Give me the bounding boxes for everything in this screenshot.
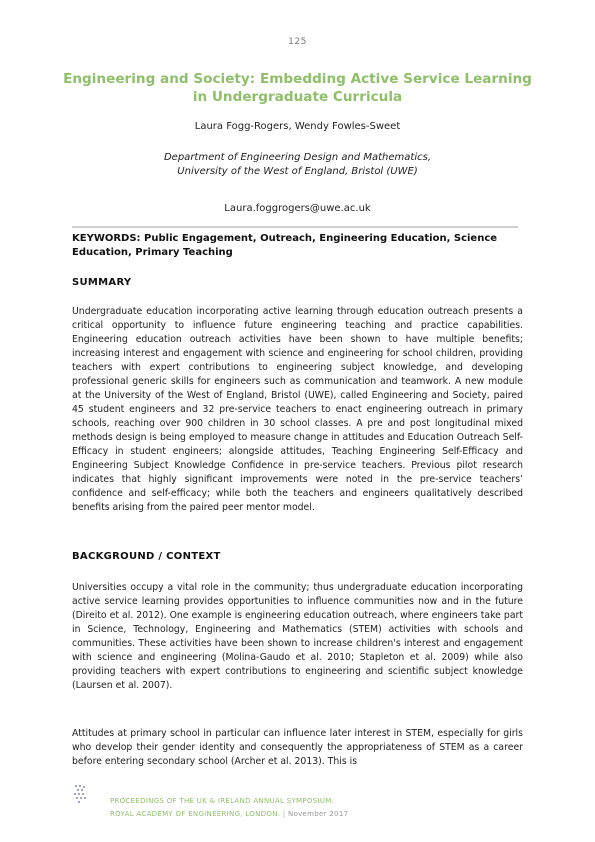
footer-line-2: [110, 808, 348, 821]
paper-title: Engineering and Society: Embedding Active Service Learning in Undergraduate Curricula: [63, 71, 532, 105]
background-heading: BACKGROUND / CONTEXT: [72, 551, 221, 562]
page-footer: [110, 795, 348, 821]
summary-heading: SUMMARY: [72, 277, 132, 288]
footer-separator: |: [282, 810, 286, 818]
footer-line-1: PROCEEDINGS OF THE UK & IRELAND ANNUAL SYMPOSIUM:: [110, 797, 335, 805]
author-affiliation: [0, 151, 595, 179]
background-paragraph-2: Attitudes at primary school in particular can influence later interest in STEM, especially for girls who develop their gender identity and consequently the appropriateness of STEM as a career before entering secondary school (Archer et al. 2013). This is: [72, 728, 523, 767]
author-email: Laura.foggrogers@uwe.ac.uk: [224, 203, 371, 214]
keywords: KEYWORDS: Public Engagement, Outreach, Engineering Education, Science Education, Primary Teaching: [72, 233, 498, 258]
affiliation-line-1: Department of Engineering Design and Mathematics,: [163, 152, 431, 163]
footer-venue: ROYAL ACADEMY OF ENGINEERING, LONDON.: [110, 810, 281, 818]
summary-paragraph: Undergraduate education incorporating active learning through education outreach presents a critical opportunity to influence future engineering teaching and practice capabilities. Engineering education outreach activities have been shown to have multiple benefits; increasing interest and engagement with science and engineering for school children, providing teachers with expert contributions to engineering subject knowledge, and developing professional generic skills for engineers such as communication and teamwork. A new module at the University of the West of England, Bristol (UWE), called Engineering and Society, paired 45 student engineers and 32 pre-service teachers to enact engineering outreach in primary schools, reaching over 900 children in 30 school classes. A pre and post longitudinal mixed methods design is being employed to measure change in attitudes and Education Outreach Self-Efficacy in student engineers; alongside attitudes, Teaching Engineering Self-Efficacy and Engineering Subject Knowledge Confidence in pre-service teachers. Previous pilot research indicates that highly significant improvements were noted in the pre-service teachers’ confidence and self-efficacy; while both the teachers and engineers qualitatively described benefits arising from the paired peer mentor model.: [72, 306, 523, 513]
affiliation-line-2: University of the West of England, Bristol (UWE): [177, 166, 418, 177]
page-number: 125: [288, 37, 307, 47]
background-paragraph-1: Universities occupy a vital role in the community; thus undergraduate education incorporating active service learning provides opportunities to influence communities now and in the future (Direito et al. 2012). One example is engineering education outreach, where engineers take part in Science, Technology, Engineering and Mathematics (STEM) activities with schools and communities. These activities have been shown to increase children's interest and engagement with science and engineering (Molina-Gaudo et al. 2010; Stapleton et al. 2009) while also providing teachers with expert contributions to engineering and scientific subject knowledge (Laursen et al. 2007).: [72, 582, 523, 691]
symposium-logo-icon: [72, 783, 94, 805]
paper-authors: Laura Fogg-Rogers, Wendy Fowles-Sweet: [194, 121, 401, 132]
divider-rule: [72, 226, 518, 228]
footer-date: November 2017: [287, 810, 349, 818]
